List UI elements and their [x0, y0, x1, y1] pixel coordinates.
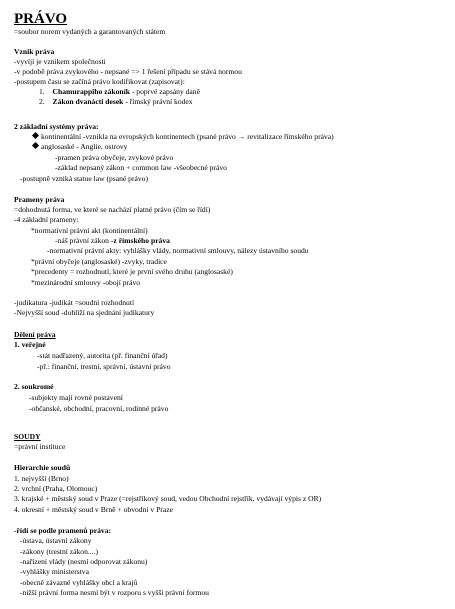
ridi-2: -zákony (trestní zákon....) — [20, 547, 99, 556]
ridi-1: -ústava, ústavní zákony — [20, 536, 92, 545]
deleni-soukrome-2: -občanské, obchodní, pracovní, rodinné právo — [29, 404, 169, 413]
prameny-p3: *precedenty = rozhodnutí, které je první svého druhu (anglosaské) — [31, 267, 233, 276]
soudy-def: =právní instituce — [14, 442, 66, 451]
prameny-heading: Prameny práva — [14, 195, 65, 204]
definition: =soubor norem vydaných a garantovaných státem — [14, 27, 166, 36]
judikatura-2: -Nejvyšší soud -dohlíží na sjednání judikatury — [14, 308, 155, 317]
deleni-heading: Dělení práva — [14, 330, 56, 339]
prameny-p1b: -normativní právní akty: vyhlášky vlády, normativní smlouvy, nálezy ústavního soudu — [47, 246, 309, 255]
page-title: PRÁVO — [14, 11, 68, 27]
prameny-four: -4 základní prameny: — [14, 215, 79, 224]
hierarchie-1: 1. nejvyšší (Brno) — [14, 474, 69, 483]
deleni-soukrome: 2. soukromé — [14, 382, 54, 391]
systemy-bullet-1: kontinentální -vznikla na evropských kontinentech (psané právo → revitalizace římského práva) — [33, 132, 334, 142]
ridi-heading: -řídí se podle pramenů práva: — [14, 526, 112, 535]
judikatura-1: -judikatura -judikát =soudní rozhodnutí — [14, 298, 135, 307]
ridi-6: -nižší právní forma nesmí být v rozporu s vyšší právní formou — [20, 588, 209, 597]
ridi-4: -vyhlášky ministerstva — [20, 567, 89, 576]
hierarchie-4: 4. okresní + městský soud v Brně + obvodní v Praze — [14, 505, 173, 514]
prameny-p1: *normativní právní akt (kontinentální) — [31, 226, 148, 235]
systemy-last: -postupně vzniká statue law (psané právo) — [20, 174, 148, 183]
vznik-line-3: -postupem času se začíná právo kodifikovat (zapisovat): — [14, 77, 185, 86]
systemy-sub-2: -základ nepsaný zákon + common law -všeobecné právo — [55, 163, 227, 172]
item-rest: - poprvé zapsány daně — [129, 87, 200, 96]
prameny-p2: *právní obyčeje (anglosaské) -zvyky, tradice — [31, 257, 167, 266]
deleni-verejne-1: -stát nadřazený, autorita (př. finanční úřad) — [37, 351, 168, 360]
item-bold: Chamurappiho zákoník — [52, 87, 130, 96]
vznik-line-1: -vyvíjí je vznikem společnosti — [14, 57, 106, 66]
diamond-bullet-icon — [32, 132, 39, 139]
item-number: 1. — [39, 87, 45, 96]
item-number: 2. — [39, 97, 45, 106]
systemy-bullet-2: anglosaské - Anglie, ostrovy — [33, 142, 127, 152]
item-rest: - římský právní kodex — [123, 97, 193, 106]
vznik-line-2: -v podobě práva zvykového - nepsané => 1 řešení případu se stává normou — [14, 67, 242, 76]
systemy-heading: 2 základní systémy práva: — [14, 122, 99, 131]
soudy-heading: SOUDY — [14, 432, 41, 441]
hierarchie-2: 2. vrchní (Praha, Olomouc) — [14, 484, 98, 493]
ridi-3: -nařízení vlády (nesmí odporovat zákonu) — [20, 557, 148, 566]
prameny-p4: *mezinárodní smlouvy -obojí právo — [31, 278, 141, 287]
hierarchie-3: 3. krajské + městský soud v Praze (=rejstříkový soud, vedou Obchodní rejstřík, vydávají výpis z OR) — [14, 494, 322, 503]
prameny-def: =dohodnutá forma, ve které se nachází platné právo (čím se řídí) — [14, 205, 211, 214]
deleni-verejne-2: -př.: finanční, trestní, správní, ústavní právo — [37, 362, 171, 371]
diamond-bullet-icon — [32, 142, 39, 149]
systemy-sub-1: -pramen práva obyčeje, zvykové právo — [55, 153, 174, 162]
ridi-5: -obecně závazné vyhlášky obcí a krajů — [20, 578, 138, 587]
vznik-item-2 — [39, 97, 193, 107]
item-bold: Zákon dvanácti desek — [52, 97, 124, 106]
deleni-soukrome-1: -subjekty mají rovné postavení — [29, 393, 123, 402]
prameny-p1a: -náš právní zákon -z římského práva — [55, 236, 170, 245]
deleni-verejne: 1. veřejné — [14, 340, 46, 349]
vznik-item-1 — [39, 87, 200, 97]
vznik-heading: Vznik práva — [14, 47, 55, 56]
hierarchie-heading: Hierarchie soudů — [14, 463, 71, 472]
